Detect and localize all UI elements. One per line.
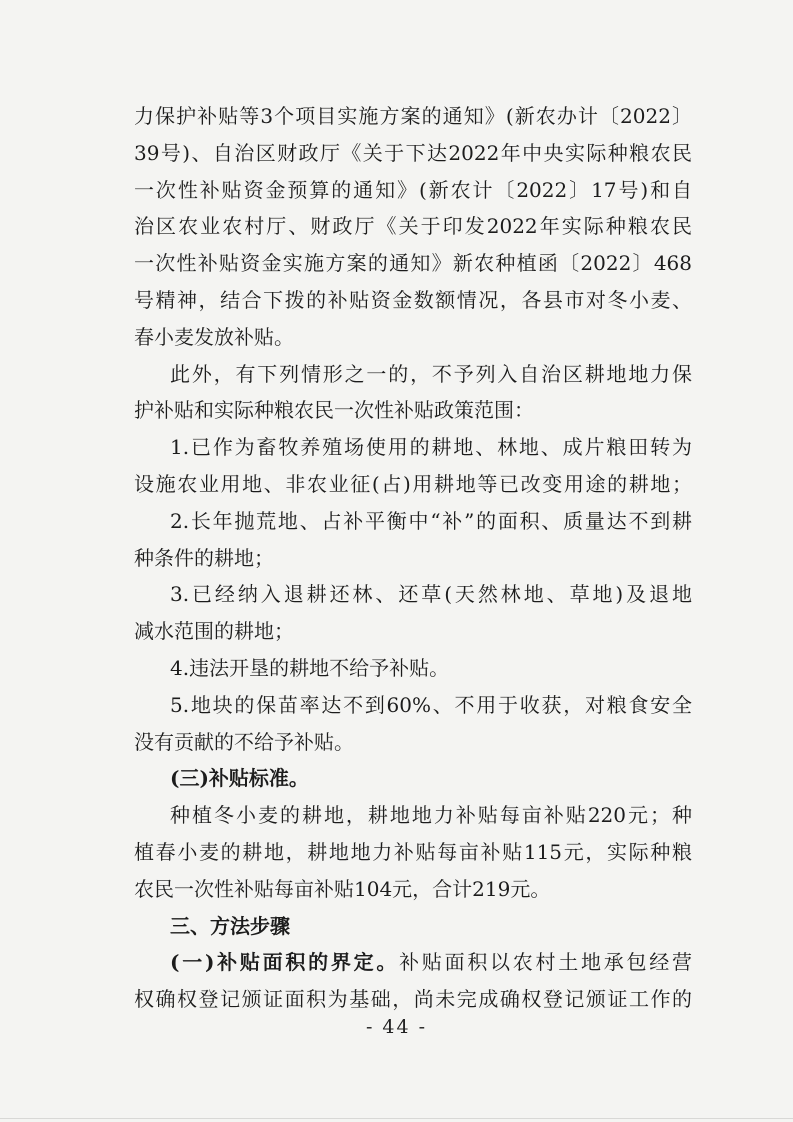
text-line: 2.长年抛荒地、占补平衡中“补”的面积、质量达不到耕 <box>170 508 692 533</box>
body-text <box>134 98 692 1018</box>
text-line: 种植冬小麦的耕地，耕地地力补贴每亩补贴220元；种 <box>170 803 692 828</box>
text-line: 植春小麦的耕地，耕地地力补贴每亩补贴115元，实际种粮 <box>134 839 692 864</box>
text-line: 农民一次性补贴每亩补贴104元，合计219元。 <box>134 876 551 901</box>
text-line: 力保护补贴等3个项目实施方案的通知》(新农办计〔2022〕 <box>134 104 692 128</box>
text-line: 5.地块的保苗率达不到60%、不用于收获，对粮食安全 <box>170 692 692 717</box>
section-heading: (一)补贴面积的界定。 <box>170 950 400 975</box>
text-line <box>134 944 692 981</box>
text-line: 减水范围的耕地； <box>134 619 294 644</box>
text-line: 没有贡献的不给予补贴。 <box>134 729 354 754</box>
text-line: 号精神，结合下拨的补贴资金数额情况，各县市对冬小麦、 <box>134 287 692 312</box>
text-line: 种条件的耕地； <box>134 545 274 570</box>
page-bottom-edge <box>0 1118 793 1119</box>
text-line: 护补贴和实际种粮农民一次性补贴政策范围： <box>134 398 534 423</box>
text-line: 1.已作为畜牧养殖场使用的耕地、林地、成片粮田转为 <box>170 435 692 460</box>
text-line: 3.已经纳入退耕还林、还草(天然林地、草地)及退地 <box>170 582 692 607</box>
text-line: 4.违法开垦的耕地不给予补贴。 <box>170 655 450 680</box>
page-number: - 44 - <box>365 1016 428 1038</box>
text-line: (三)补贴标准。 <box>170 766 309 791</box>
text-line: 设施农业用地、非农业征(占)用耕地等已改变用途的耕地； <box>134 471 692 496</box>
text-line: 一次性补贴资金预算的通知》(新农计〔2022〕17号)和自 <box>134 177 692 202</box>
text-line: 39号)、自治区财政厅《关于下达2022年中央实际种粮农民 <box>134 140 692 165</box>
text-line: 春小麦发放补贴。 <box>134 324 294 349</box>
text-line: 权确权登记颁证面积为基础，尚未完成确权登记颁证工作的 <box>134 987 692 1012</box>
text-line: 治区农业农村厅、财政厅《关于印发2022年实际种粮农民 <box>134 214 692 239</box>
section-text: 补贴面积以农村土地承包经营 <box>399 950 692 975</box>
text-line: 三、方法步骤 <box>170 913 290 938</box>
text-line: 一次性补贴资金实施方案的通知》新农种植函〔2022〕468 <box>134 251 692 276</box>
text-line: 此外，有下列情形之一的，不予列入自治区耕地地力保 <box>170 361 692 386</box>
